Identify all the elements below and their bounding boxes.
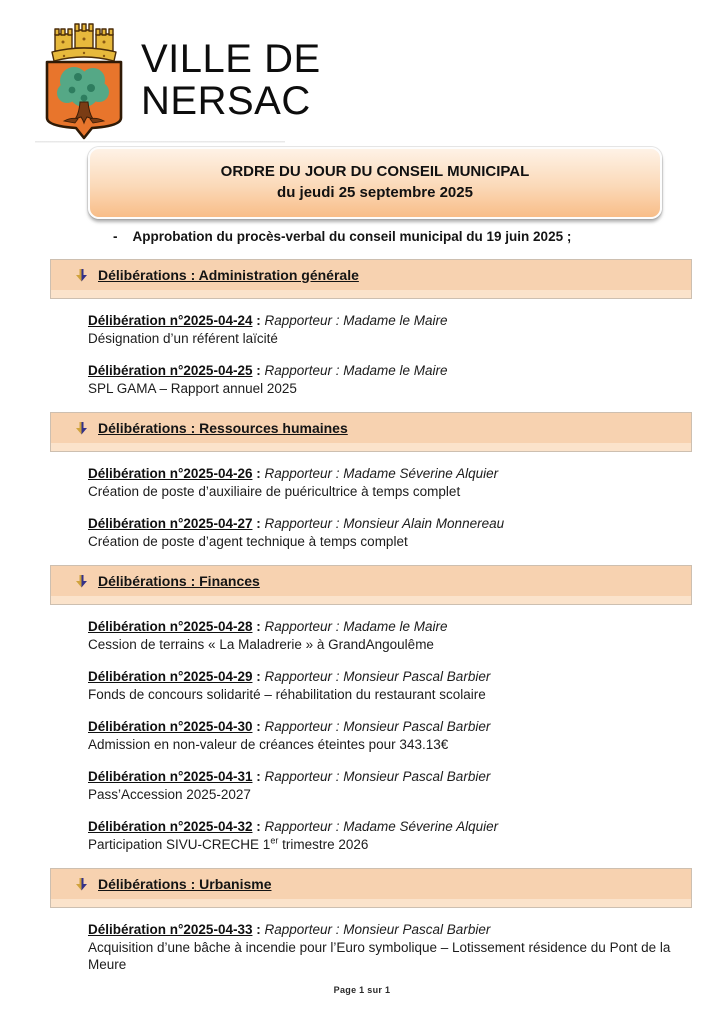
city-name-line1: VILLE DE bbox=[141, 36, 321, 81]
city-logo bbox=[33, 20, 321, 140]
section-header-bar bbox=[50, 412, 692, 452]
intro-line bbox=[113, 229, 571, 244]
deliberation-number: Délibération n°2025-04-29 bbox=[88, 669, 253, 684]
deliberation-separator: : bbox=[252, 516, 265, 531]
deliberation-separator: : bbox=[252, 922, 265, 937]
description-segment: Acquisition d’une bâche à incendie pour l’Euro symbolique – Lotissement résidence du Pont de la Meure bbox=[88, 939, 671, 972]
deliberation-item bbox=[88, 465, 692, 500]
deliberation-description bbox=[88, 636, 692, 654]
agenda-sections bbox=[0, 259, 724, 989]
deliberation-rapporteur: Rapporteur : Monsieur Pascal Barbier bbox=[264, 719, 491, 734]
deliberation-separator: : bbox=[252, 619, 265, 634]
description-segment: Création de poste d’agent technique à temps complet bbox=[88, 533, 408, 549]
section-title: Délibérations : Ressources humaines bbox=[98, 419, 348, 436]
down-arrow-bullet-icon bbox=[75, 877, 88, 891]
section-header-bar bbox=[50, 565, 692, 605]
deliberation-rapporteur: Rapporteur : Madame Séverine Alquier bbox=[264, 466, 499, 481]
deliberation-item bbox=[88, 618, 692, 653]
down-arrow-bullet-icon bbox=[75, 574, 88, 588]
deliberation-number: Délibération n°2025-04-26 bbox=[88, 466, 253, 481]
deliberation-rapporteur: Rapporteur : Madame le Maire bbox=[264, 619, 448, 634]
deliberation-item bbox=[88, 818, 692, 853]
agenda-title-line1: ORDRE DU JOUR DU CONSEIL MUNICIPAL bbox=[220, 163, 530, 180]
deliberation-number: Délibération n°2025-04-24 bbox=[88, 313, 253, 328]
intro-text: Approbation du procès-verbal du conseil municipal du 19 juin 2025 ; bbox=[132, 229, 572, 244]
section-items bbox=[88, 465, 692, 550]
deliberation-rapporteur: Rapporteur : Madame le Maire bbox=[264, 313, 448, 328]
section-items bbox=[88, 618, 692, 853]
deliberation-separator: : bbox=[252, 719, 265, 734]
deliberation-separator: : bbox=[252, 769, 265, 784]
deliberation-separator: : bbox=[252, 313, 265, 328]
section-title: Délibérations : Finances bbox=[98, 572, 260, 589]
deliberation-item bbox=[88, 768, 692, 803]
description-segment: Admission en non-valeur de créances éteintes pour 343.13€ bbox=[88, 736, 449, 752]
description-segment: SPL GAMA – Rapport annuel 2025 bbox=[88, 380, 297, 396]
deliberation-heading bbox=[88, 818, 692, 836]
city-name bbox=[141, 38, 321, 123]
deliberation-description bbox=[88, 939, 692, 974]
deliberation-separator: : bbox=[252, 819, 265, 834]
description-segment: Création de poste d’auxiliaire de puéricultrice à temps complet bbox=[88, 483, 461, 499]
down-arrow-bullet-icon bbox=[75, 268, 88, 282]
deliberation-number: Délibération n°2025-04-31 bbox=[88, 769, 253, 784]
deliberation-description bbox=[88, 836, 692, 854]
deliberation-item bbox=[88, 362, 692, 397]
deliberation-description bbox=[88, 736, 692, 754]
section-title: Délibérations : Urbanisme bbox=[98, 875, 272, 892]
deliberation-description bbox=[88, 380, 692, 398]
description-segment: Désignation d’un référent laïcité bbox=[88, 330, 278, 346]
logo-divider bbox=[35, 141, 285, 143]
deliberation-heading bbox=[88, 718, 692, 736]
city-name-line2: NERSAC bbox=[141, 79, 311, 123]
deliberation-description bbox=[88, 786, 692, 804]
deliberation-rapporteur: Rapporteur : Madame le Maire bbox=[264, 363, 448, 378]
deliberation-item bbox=[88, 718, 692, 753]
deliberation-description bbox=[88, 330, 692, 348]
section-items bbox=[88, 921, 692, 974]
deliberation-separator: : bbox=[252, 466, 265, 481]
deliberation-heading bbox=[88, 312, 692, 330]
description-segment: Fonds de concours solidarité – réhabilitation du restaurant scolaire bbox=[88, 686, 486, 702]
deliberation-heading bbox=[88, 768, 692, 786]
deliberation-item bbox=[88, 312, 692, 347]
section-title: Délibérations : Administration générale bbox=[98, 266, 359, 283]
description-segment: Pass’Accession 2025-2027 bbox=[88, 786, 251, 802]
deliberation-description bbox=[88, 483, 692, 501]
deliberation-rapporteur: Rapporteur : Madame Séverine Alquier bbox=[264, 819, 499, 834]
deliberation-heading bbox=[88, 515, 692, 533]
description-segment: Participation SIVU-CRECHE 1 bbox=[88, 836, 271, 852]
nersac-coat-of-arms-icon bbox=[33, 20, 135, 140]
deliberation-rapporteur: Rapporteur : Monsieur Pascal Barbier bbox=[264, 922, 491, 937]
deliberation-description bbox=[88, 533, 692, 551]
deliberation-number: Délibération n°2025-04-30 bbox=[88, 719, 253, 734]
intro-dash: - bbox=[113, 229, 118, 244]
deliberation-item bbox=[88, 668, 692, 703]
deliberation-rapporteur: Rapporteur : Monsieur Alain Monnereau bbox=[264, 516, 505, 531]
down-arrow-bullet-icon bbox=[75, 421, 88, 435]
deliberation-separator: : bbox=[252, 363, 265, 378]
section-items bbox=[88, 312, 692, 397]
deliberation-number: Délibération n°2025-04-27 bbox=[88, 516, 253, 531]
deliberation-heading bbox=[88, 668, 692, 686]
deliberation-number: Délibération n°2025-04-33 bbox=[88, 922, 253, 937]
deliberation-heading bbox=[88, 921, 692, 939]
deliberation-separator: : bbox=[252, 669, 265, 684]
description-segment: Cession de terrains « La Maladrerie » à GrandAngoulême bbox=[88, 636, 434, 652]
deliberation-item bbox=[88, 515, 692, 550]
deliberation-description bbox=[88, 686, 692, 704]
deliberation-rapporteur: Rapporteur : Monsieur Pascal Barbier bbox=[264, 769, 491, 784]
section-header-bar bbox=[50, 259, 692, 299]
deliberation-number: Délibération n°2025-04-28 bbox=[88, 619, 253, 634]
deliberation-number: Délibération n°2025-04-32 bbox=[88, 819, 253, 834]
deliberation-heading bbox=[88, 618, 692, 636]
agenda-title-box bbox=[88, 147, 662, 219]
deliberation-heading bbox=[88, 362, 692, 380]
agenda-title-line2: du jeudi 25 septembre 2025 bbox=[277, 184, 473, 201]
section-header-bar bbox=[50, 868, 692, 908]
deliberation-rapporteur: Rapporteur : Monsieur Pascal Barbier bbox=[264, 669, 491, 684]
description-segment: er bbox=[270, 835, 279, 845]
description-segment: trimestre 2026 bbox=[278, 836, 369, 852]
page-number: Page 1 sur 1 bbox=[333, 985, 391, 995]
deliberation-heading bbox=[88, 465, 692, 483]
deliberation-item bbox=[88, 921, 692, 974]
deliberation-number: Délibération n°2025-04-25 bbox=[88, 363, 253, 378]
